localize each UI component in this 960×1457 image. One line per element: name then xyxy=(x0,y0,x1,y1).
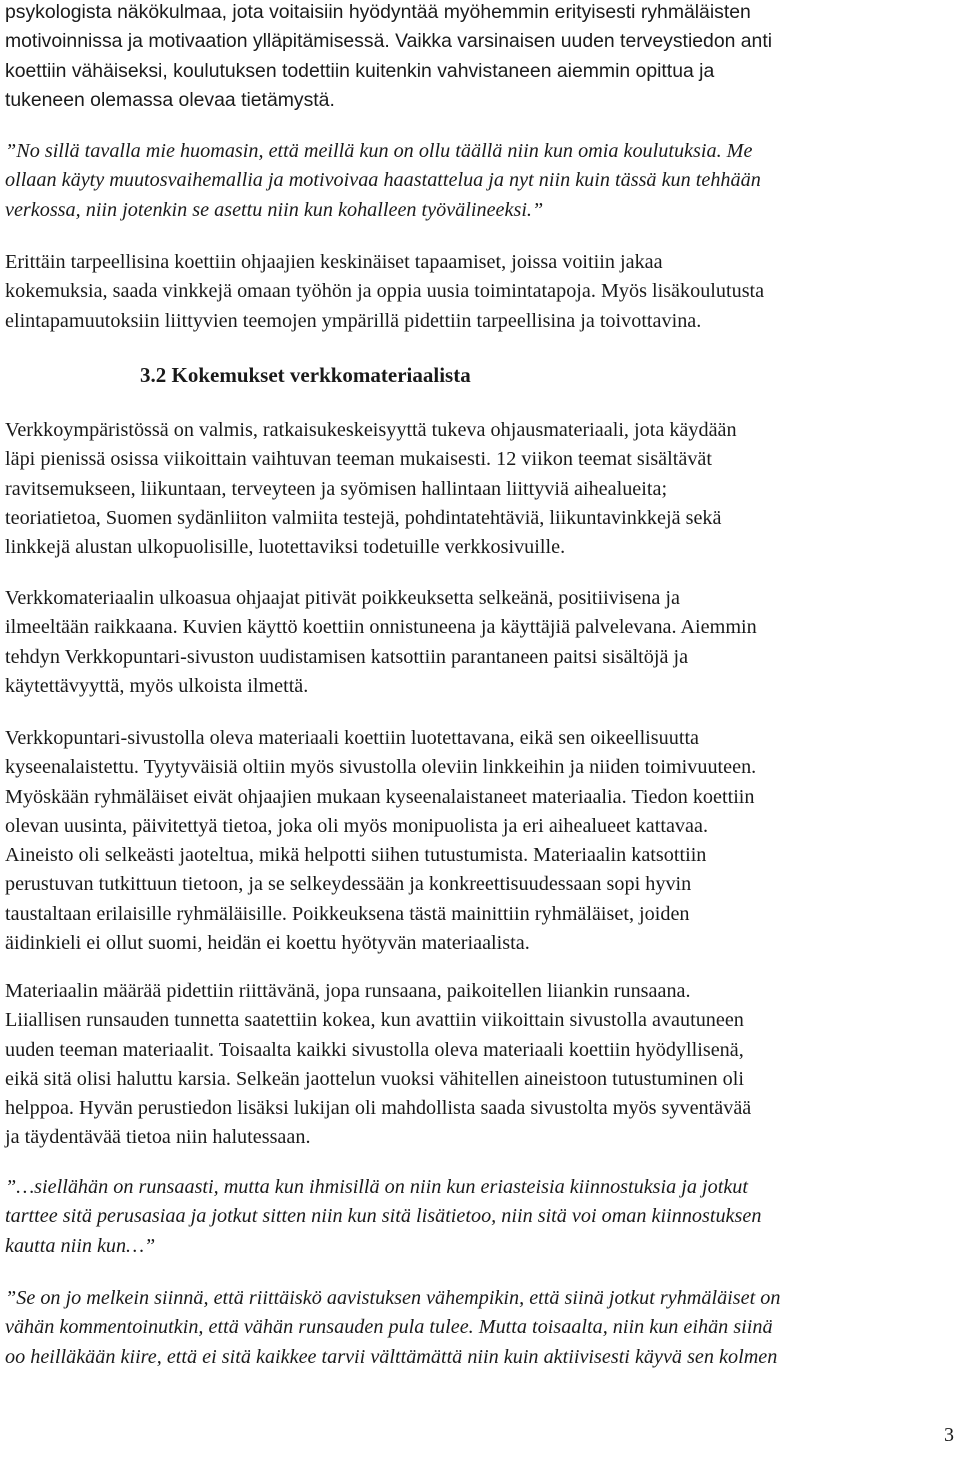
text-line: linkkejä alustan ulkopuolisille, luotettaviksi todetuille verkkosivuille. xyxy=(5,536,566,559)
text-line: ”Se on jo melkein siinnä, että riittäiskö aavistuksen vähempikin, että siinä jotkut ryhmäläiset on xyxy=(5,1287,781,1309)
text-line: vähän kommentoinutkin, että vähän runsauden pula tulee. Mutta toisaalta, niin kun eihän siinä xyxy=(5,1316,773,1339)
text-line: taustaltaan erilaisille ryhmäläisille. Poikkeuksena tästä mainittiin ryhmäläiset, joiden xyxy=(5,902,690,925)
text-line: Myöskään ryhmäläiset eivät ohjaajien mukaan kyseenalaistaneet materiaalia. Tiedon koettiin xyxy=(5,785,755,808)
text-line: Erittäin tarpeellisina koettiin ohjaajien keskinäiset tapaamiset, joissa voitiin jakaa xyxy=(5,251,663,273)
text-line: Aineisto oli selkeästi jaoteltua, mikä helpotti siihen tutustumista. Materiaalin katsottiin xyxy=(5,844,707,867)
text-line: helppoa. Hyvän perustiedon lisäksi lukijan oli mahdollista saada sivustolta myös syventävää xyxy=(5,1097,752,1120)
text-line: olevan uusinta, päivitettyä tietoa, joka oli myös monipuolista ja eri aihealueet kattavaa. xyxy=(5,814,708,837)
text-line: käytettävyyttä, myös ulkoista ilmettä. xyxy=(5,674,309,697)
paragraph-appearance xyxy=(5,584,955,701)
text-line: läpi pienissä osissa viikoittain vaihtuvan teeman mukaisesti. 12 viikon teemat sisältävät xyxy=(5,448,712,471)
text-line: Materiaalin määrää pidettiin riittävänä, jopa runsaana, paikoitellen liiankin runsaana. xyxy=(5,980,691,1002)
text-line: eikä sitä olisi haluttu karsia. Selkeän jaottelun vuoksi vähitellen aineistoon tutustuminen oli xyxy=(5,1067,744,1090)
text-line: verkossa, niin jotenkin se asettu niin kun kohalleen työvälineeksi.” xyxy=(5,198,544,221)
paragraph-amount xyxy=(5,977,955,1153)
text-line: kyseenalaistettu. Tyytyväisiä oltiin myös sivustolla oleviin linkkeihin ja niiden toimivuuteen. xyxy=(5,756,757,779)
section-heading: 3.2 Kokemukset verkkomateriaalista xyxy=(140,363,471,387)
text-line: ”…siellähän on runsaasti, mutta kun ihmisillä on niin kun eriasteisia kiinnostuksia ja jotkut xyxy=(5,1176,749,1198)
paragraph-intro xyxy=(5,0,955,115)
paragraph-meetings xyxy=(5,248,955,336)
text-line: ravitsemukseen, liikuntaan, terveyteen ja syömisen hallintaan liittyviä aihealueita; xyxy=(5,477,668,500)
paragraph-reliability xyxy=(5,724,955,958)
text-line: Verkkomateriaalin ulkoasua ohjaajat pitivät poikkeuksetta selkeänä, positiivisena ja xyxy=(5,587,680,609)
quote-interview-1 xyxy=(5,137,955,225)
text-line: kokemuksia, saada vinkkejä omaan työhön ja oppia uusia toimintatapoja. Myös lisäkoulutusta xyxy=(5,280,765,303)
text-line: oo heilläkään kiire, että ei sitä kaikkee tarvii välttämättä niin kuin aktiivisesti käyvä sen kolmen xyxy=(5,1345,778,1368)
text-line: elintapamuutoksiin liittyvien teemojen ympärillä pidettiin tarpeellisina ja toivottavina. xyxy=(5,309,702,332)
text-line: ja täydentävää tietoa niin halutessaan. xyxy=(5,1126,311,1149)
quote-interview-2 xyxy=(5,1173,955,1261)
text-line: koettiin vähäiseksi, koulutuksen todettiin kuitenkin vahvistaneen aiemmin opittua ja xyxy=(5,59,715,82)
text-line: tukeneen olemassa olevaa tietämystä. xyxy=(5,88,335,111)
text-line: teoriatietoa, Suomen sydänliiton valmiita testejä, pohdintatehtäviä, liikuntavinkkejä sekä xyxy=(5,506,722,529)
text-line: psykologista näkökulmaa, jota voitaisiin hyödyntää myöhemmin erityisesti ryhmäläisten xyxy=(5,1,751,23)
text-line: Verkkopuntari-sivustolla oleva materiaali koettiin luotettavana, eikä sen oikeellisuutta xyxy=(5,727,700,749)
text-line: kautta niin kun…” xyxy=(5,1234,156,1257)
text-line: ollaan käyty muutosvaihemallia ja motivoivaa haastattelua ja nyt niin kuin tässä kun tehhään xyxy=(5,169,761,192)
text-line: äidinkieli ei ollut suomi, heidän ei koettu hyötyvän materiaalista. xyxy=(5,932,530,955)
text-line: ”No sillä tavalla mie huomasin, että meillä kun on ollu täällä niin kun omia koulutuksia. Me xyxy=(5,140,753,162)
quote-interview-3 xyxy=(5,1284,955,1372)
text-line: uuden teeman materiaalit. Toisaalta kaikki sivustolla oleva materiaali koettiin hyödyllisenä, xyxy=(5,1038,744,1061)
text-line: tehdyn Verkkopuntari-sivuston uudistamisen katsottiin parantaneen paitsi sisältöjä ja xyxy=(5,645,689,668)
text-line: Verkkoympäristössä on valmis, ratkaisukeskeisyyttä tukeva ohjausmateriaali, jota käydään xyxy=(5,419,737,441)
paragraph-environment xyxy=(5,416,955,562)
text-line: perustuvan tutkittuun tietoon, ja se selkeydessään ja konkreettisuudessaan sopi hyvin xyxy=(5,873,692,896)
text-line: tarttee sitä perusasiaa ja jotkut sitten niin kun sitä lisätietoo, niin sitä voi oman kiinnostuksen xyxy=(5,1205,762,1228)
text-line: motivoinnissa ja motivaation ylläpitämisessä. Vaikka varsinaisen uuden terveystiedon anti xyxy=(5,30,773,53)
page-number: 3 xyxy=(944,1424,954,1446)
text-line: Liiallisen runsauden tunnetta saatettiin kokea, kun avattiin viikoittain sivustolla avautuneen xyxy=(5,1009,744,1032)
text-line: ilmeeltään raikkaana. Kuvien käyttö koettiin onnistuneena ja käyttäjiä palvelevana. Aiemmin xyxy=(5,616,757,639)
